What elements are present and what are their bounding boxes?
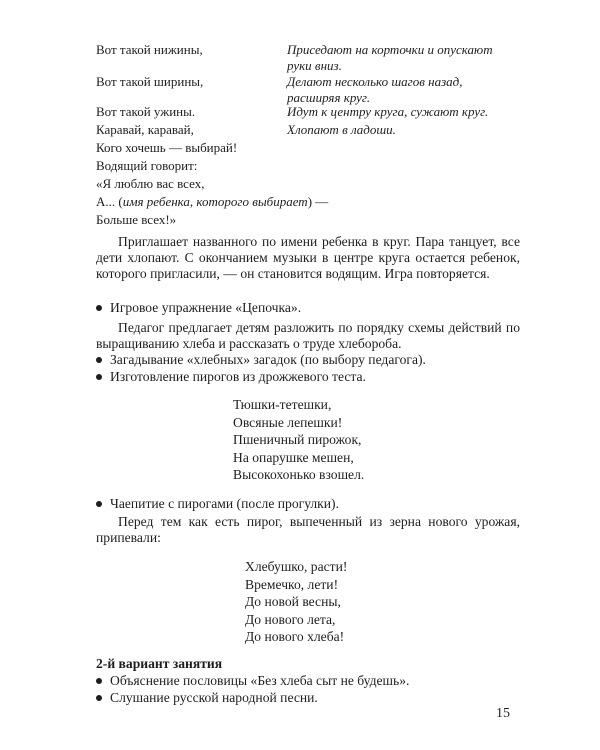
paragraph-teacher: Педагог предлагает детям разложить по порядку схемы действий по выращиванию хлеба и рассказать о труде хлебороба.	[96, 320, 520, 351]
song-row	[0, 158, 600, 178]
bullet-item	[96, 496, 520, 512]
song-row	[0, 194, 600, 214]
poem-line: До нового хлеба!	[245, 629, 345, 645]
bullet-dot-icon	[96, 357, 102, 363]
choice-suffix: ) —	[307, 194, 329, 209]
poem-line: На опарушке мешен,	[233, 449, 354, 465]
paragraph-harvest: Перед тем как есть пирог, выпеченный из зерна нового урожая, припевали:	[96, 514, 520, 545]
poem-line: Хлебушко, расти!	[245, 559, 348, 574]
song-lyric: Вот такой нижины,	[96, 42, 203, 57]
bullet-item	[96, 673, 520, 689]
bullet-item	[96, 690, 520, 706]
bullet-dot-icon	[96, 374, 102, 380]
poem-line: До нового лета,	[245, 611, 336, 627]
song-lyric: Вот такой ужины.	[96, 104, 196, 119]
poem-two	[245, 558, 347, 646]
bullet-item	[96, 369, 520, 385]
song-lyric: Водящий говорит:	[96, 158, 198, 173]
bullet-item	[96, 352, 520, 368]
poem-one	[233, 396, 364, 484]
poem-line: Высокохонько взошел.	[233, 467, 365, 483]
song-row	[0, 40, 600, 73]
paragraph-game: Приглашает названного по имени ребенка в круг. Пара танцует, все дети хлопают. С окончанием музыки в центре круга остается ребенок, которого пригласили, — он становится водящим. Игра повторяется.	[96, 234, 520, 281]
choice-italic-note: имя ребенка, которого выбирает	[122, 194, 308, 209]
bullet-text: Изготовление пирогов из дрожжевого теста.	[110, 369, 366, 384]
bullet-item	[96, 300, 520, 316]
poem-line: До новой весны,	[245, 594, 341, 610]
bullet-dot-icon	[96, 695, 102, 701]
song-choice-line	[96, 194, 328, 210]
song-action: Хлопают в ладоши.	[287, 122, 396, 137]
song-lyric: Кого хочешь — выбирай!	[96, 140, 238, 155]
song-row	[0, 140, 600, 160]
poem-line: Тюшки-тетешки,	[233, 397, 332, 412]
song-row	[0, 212, 600, 232]
poem-line: Овсяные лепешки!	[233, 414, 343, 430]
bullet-dot-icon	[96, 501, 102, 507]
song-lyric: «Я люблю вас всех,	[96, 176, 205, 191]
song-action: Идут к центру круга, сужают круг.	[287, 104, 489, 119]
song-row	[0, 72, 600, 105]
choice-prefix: А... (	[96, 194, 123, 209]
song-action: Делают несколько шагов назад, расширяя круг.	[287, 74, 463, 105]
poem-line: Пшеничный пирожок,	[233, 432, 362, 448]
bullet-text: Чаепитие с пирогами (после прогулки).	[110, 496, 339, 511]
page-number: 15	[496, 706, 510, 721]
bullet-dot-icon	[96, 305, 102, 311]
section-heading: 2-й вариант занятия	[96, 656, 223, 671]
poem-line: Времечко, лети!	[245, 576, 339, 592]
song-row	[0, 122, 600, 142]
bullet-text: Загадывание «хлебных» загадок (по выбору педагога).	[110, 352, 426, 367]
bullet-dot-icon	[96, 678, 102, 684]
bullet-text: Игровое упражнение «Цепочка».	[110, 300, 302, 315]
song-action: Приседают на корточки и опускают руки вниз.	[287, 42, 493, 73]
song-row	[0, 176, 600, 196]
song-lyric: Вот такой ширины,	[96, 74, 204, 89]
bullet-text: Слушание русской народной песни.	[110, 690, 318, 705]
song-lyric: Каравай, каравай,	[96, 122, 194, 137]
song-final-line: Больше всех!»	[96, 212, 177, 227]
bullet-text: Объяснение пословицы «Без хлеба сыт не будешь».	[110, 673, 410, 688]
song-row	[0, 104, 600, 124]
